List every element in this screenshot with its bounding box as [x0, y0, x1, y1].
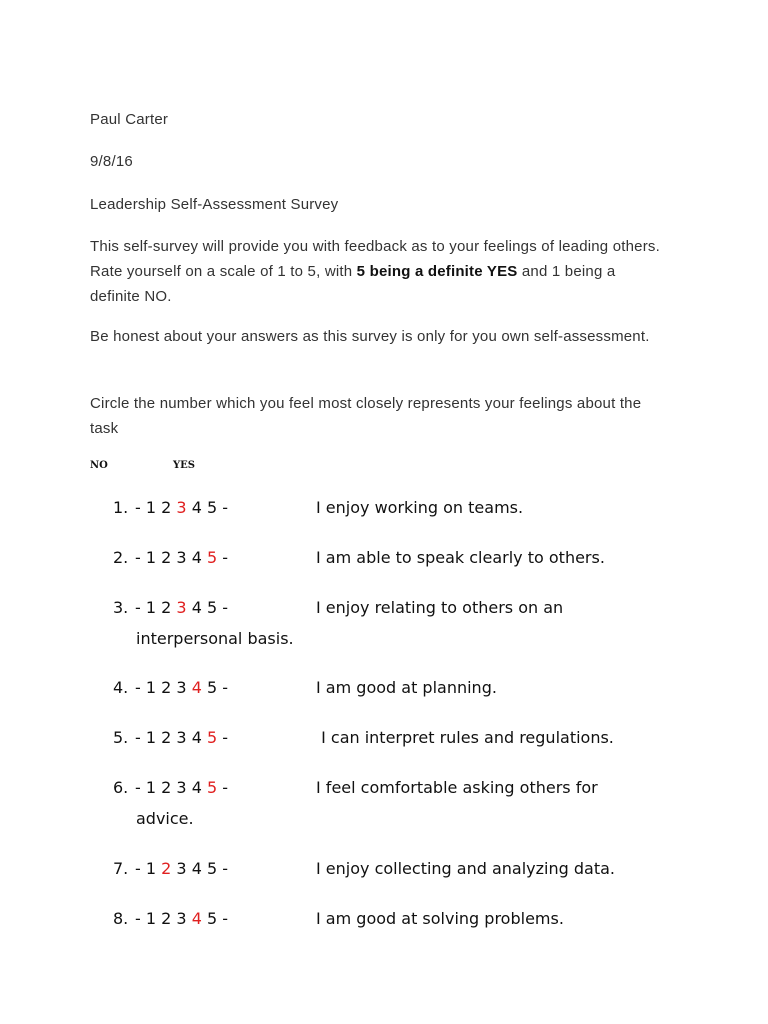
rating-option[interactable]: 3 [176, 728, 187, 747]
rating-option[interactable]: 4 [191, 778, 202, 797]
rating-option[interactable]: 2 [161, 598, 172, 617]
rating-option[interactable]: 2 [161, 678, 172, 697]
rating-option-selected[interactable]: 4 [191, 678, 202, 697]
item-number: 3. [113, 598, 129, 617]
rating-option[interactable]: 5 [206, 598, 218, 617]
intro-text-end: and 1 being a definite NO. [90, 263, 616, 305]
rating-scale: - 1 2 3 4 5 - [135, 678, 229, 697]
instruction-paragraph: Circle the number which you feel most closely represents your feelings about the task [90, 395, 642, 437]
item-statement: I feel comfortable asking others for [316, 778, 598, 797]
intro-text-start: This self-survey will provide you with feedback as to your feelings of leading others. Rate yourself on a scale of 1 to 5, with [90, 238, 660, 280]
rating-option[interactable]: 1 [145, 909, 157, 928]
rating-option-selected[interactable]: 3 [176, 598, 187, 617]
item-statement: I am able to speak clearly to others. [316, 548, 605, 567]
rating-option[interactable]: 5 [206, 909, 218, 928]
survey-title: Leadership Self-Assessment Survey [90, 196, 339, 213]
rating-option[interactable]: 3 [176, 678, 187, 697]
rating-option[interactable]: 3 [176, 778, 187, 797]
item-number: 2. [113, 548, 129, 567]
rating-option-selected[interactable]: 4 [191, 909, 202, 928]
intro-bold-text: 5 being a definite YES [356, 263, 518, 280]
rating-option[interactable]: 2 [161, 498, 172, 517]
rating-option[interactable]: 5 [206, 678, 218, 697]
item-statement: I am good at planning. [316, 678, 497, 697]
rating-option-selected[interactable]: 5 [206, 728, 218, 747]
rating-scale: - 1 2 3 4 5 - [135, 598, 229, 617]
rating-option-selected[interactable]: 5 [206, 778, 218, 797]
rating-option[interactable]: 3 [176, 548, 187, 567]
item-statement-continuation: advice. [136, 809, 194, 828]
survey-date: 9/8/16 [90, 153, 133, 170]
rating-option[interactable]: 5 [206, 859, 218, 878]
rating-option[interactable]: 2 [161, 778, 172, 797]
rating-option[interactable]: 1 [145, 498, 157, 517]
scale-label-no: NO [90, 460, 108, 471]
rating-option[interactable]: 4 [191, 598, 202, 617]
item-statement: I enjoy collecting and analyzing data. [316, 859, 615, 878]
rating-scale: - 1 2 3 4 5 - [135, 498, 229, 517]
rating-option[interactable]: 1 [145, 859, 157, 878]
rating-option[interactable]: 1 [145, 728, 157, 747]
rating-option[interactable]: 2 [161, 728, 172, 747]
honesty-paragraph: Be honest about your answers as this survey is only for you own self-assessment. [90, 328, 650, 345]
item-number: 8. [113, 909, 129, 928]
item-statement: I can interpret rules and regulations. [316, 728, 614, 747]
rating-option[interactable]: 1 [145, 678, 157, 697]
rating-scale: - 1 2 3 4 5 - [135, 859, 229, 878]
author-name: Paul Carter [90, 111, 169, 128]
rating-option[interactable]: 4 [191, 548, 202, 567]
item-number: 6. [113, 778, 129, 797]
rating-option[interactable]: 1 [145, 778, 157, 797]
rating-option[interactable]: 4 [191, 498, 202, 517]
rating-option[interactable]: 1 [145, 548, 157, 567]
rating-scale: - 1 2 3 4 5 - [135, 778, 229, 797]
rating-option[interactable]: 2 [161, 548, 172, 567]
rating-option-selected[interactable]: 2 [161, 859, 172, 878]
rating-option[interactable]: 4 [191, 859, 202, 878]
rating-option[interactable]: 3 [176, 909, 187, 928]
item-number: 4. [113, 678, 129, 697]
scale-label-yes: YES [173, 460, 195, 471]
item-statement: I enjoy working on teams. [316, 498, 524, 517]
rating-scale: - 1 2 3 4 5 - [135, 728, 229, 747]
rating-scale: - 1 2 3 4 5 - [135, 909, 229, 928]
rating-option[interactable]: 1 [145, 598, 157, 617]
item-number: 1. [113, 498, 129, 517]
rating-option-selected[interactable]: 5 [206, 548, 218, 567]
rating-option-selected[interactable]: 3 [176, 498, 187, 517]
item-number: 7. [113, 859, 129, 878]
rating-option[interactable]: 3 [176, 859, 187, 878]
rating-scale: - 1 2 3 4 5 - [135, 548, 229, 567]
rating-option[interactable]: 4 [191, 728, 202, 747]
item-statement: I enjoy relating to others on an [316, 598, 564, 617]
item-statement: I am good at solving problems. [316, 909, 564, 928]
item-statement-continuation: interpersonal basis. [136, 629, 294, 648]
item-number: 5. [113, 728, 129, 747]
intro-paragraph [90, 234, 660, 309]
rating-option[interactable]: 5 [206, 498, 218, 517]
rating-option[interactable]: 2 [161, 909, 172, 928]
